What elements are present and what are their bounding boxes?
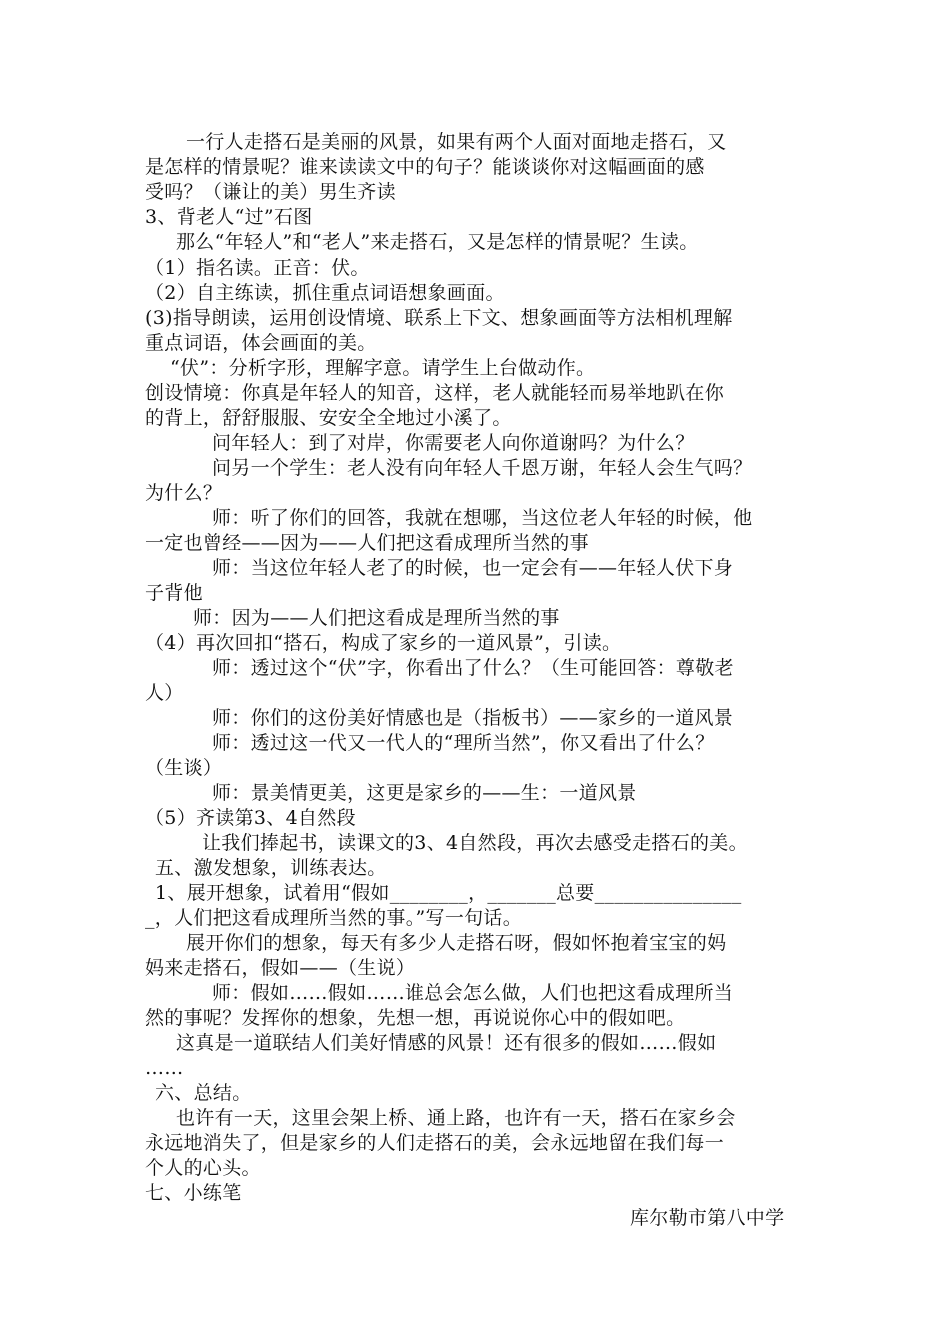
text-line: 也许有一天，这里会架上桥、通上路，也许有一天，搭石在家乡会 xyxy=(176,1107,736,1129)
school-name: 库尔勒市第八中学 xyxy=(630,1207,785,1229)
text-line: 问年轻人：到了对岸，你需要老人向你道谢吗？为什么？ xyxy=(212,432,695,454)
text-line: 一行人走搭石是美丽的风景，如果有两个人面对面地走搭石，又 xyxy=(186,131,727,153)
text-line: （1）指名读。正音：伏。 xyxy=(145,257,370,279)
text-line: （2）自主练读，抓住重点词语想象画面。 xyxy=(145,282,505,304)
text-line: 让我们捧起书，读课文的3、4自然段，再次去感受走搭石的美。 xyxy=(202,832,748,854)
text-line: 师：你们的这份美好情感也是（指板书）——家乡的一道风景 xyxy=(212,707,734,729)
text-line: 受吗？（谦让的美）男生齐读 xyxy=(145,181,396,203)
text-line: 创设情境：你真是年轻人的知音，这样，老人就能轻而易举地趴在你 xyxy=(145,382,725,404)
text-line: 然的事呢？发挥你的想象，先想一想，再说说你心中的假如吧。 xyxy=(145,1007,686,1029)
text-line: …… xyxy=(145,1057,184,1079)
text-line: 那么“年轻人”和“老人”来走搭石，又是怎样的情景呢？生读。 xyxy=(176,231,699,253)
text-line: 师：假如……假如……谁总会怎么做，人们也把这看成理所当 xyxy=(212,982,734,1004)
section-heading: 七、小练笔 xyxy=(145,1182,242,1204)
text-line: 师：透过这一代又一代人的“理所当然”，你又看出了什么？ xyxy=(212,732,715,754)
text-line: 永远地消失了，但是家乡的人们走搭石的美，会永远地留在我们每一 xyxy=(145,1132,725,1154)
text-line: 1、展开想象，试着用“假如________，_______总要_______________ xyxy=(155,882,742,904)
text-line: (3)指导朗读，运用创设情境、联系上下文、想象画面等方法相机理解 xyxy=(145,307,733,329)
text-line: （生谈） xyxy=(145,757,223,779)
text-line: （4）再次回扣“搭石，构成了家乡的一道风景”，引读。 xyxy=(145,632,622,654)
text-line: （5）齐读第3、4自然段 xyxy=(145,807,356,829)
text-line: 一定也曾经——因为——人们把这看成理所当然的事 xyxy=(145,532,589,554)
text-line: 人） xyxy=(145,682,184,704)
text-line: 为什么？ xyxy=(145,482,223,504)
text-line: 师：透过这个“伏”字，你看出了什么？（生可能回答：尊敬老 xyxy=(212,657,734,679)
text-line: 师：听了你们的回答，我就在想哪，当这位老人年轻的时候，他 xyxy=(212,507,753,529)
text-line: 师：当这位年轻人老了的时候，也一定会有——年轻人伏下身 xyxy=(212,557,734,579)
text-line: 问另一个学生：老人没有向年轻人千恩万谢，年轻人会生气吗？ xyxy=(212,457,753,479)
section-heading: 五、激发想象，训练表达。 xyxy=(155,857,387,879)
text-line: 的背上，舒舒服服、安安全全地过小溪了。 xyxy=(145,407,512,429)
text-line: 师：因为——人们把这看成是理所当然的事 xyxy=(193,607,560,629)
text-line: 个人的心头。 xyxy=(145,1157,261,1179)
text-line: 是怎样的情景呢？谁来读读文中的句子？能谈谈你对这幅画面的感 xyxy=(145,156,705,178)
text-line: 展开你们的想象，每天有多少人走搭石呀，假如怀抱着宝宝的妈 xyxy=(186,932,727,954)
text-line: “伏”：分析字形，理解字意。请学生上台做动作。 xyxy=(170,357,596,379)
text-line: 师：景美情更美，这更是家乡的——生：一道风景 xyxy=(212,782,637,804)
section-heading: 3、背老人“过”石图 xyxy=(145,206,313,228)
text-line: 这真是一道联结人们美好情感的风景！还有很多的假如……假如 xyxy=(176,1032,717,1054)
text-line: _，人们把这看成理所当然的事。”写一句话。 xyxy=(145,907,523,929)
text-line: 妈来走搭石，假如——（生说） xyxy=(145,957,416,979)
text-line: 重点词语，体会画面的美。 xyxy=(145,332,377,354)
text-line: 子背他 xyxy=(145,582,203,604)
section-heading: 六、总结。 xyxy=(155,1082,252,1104)
